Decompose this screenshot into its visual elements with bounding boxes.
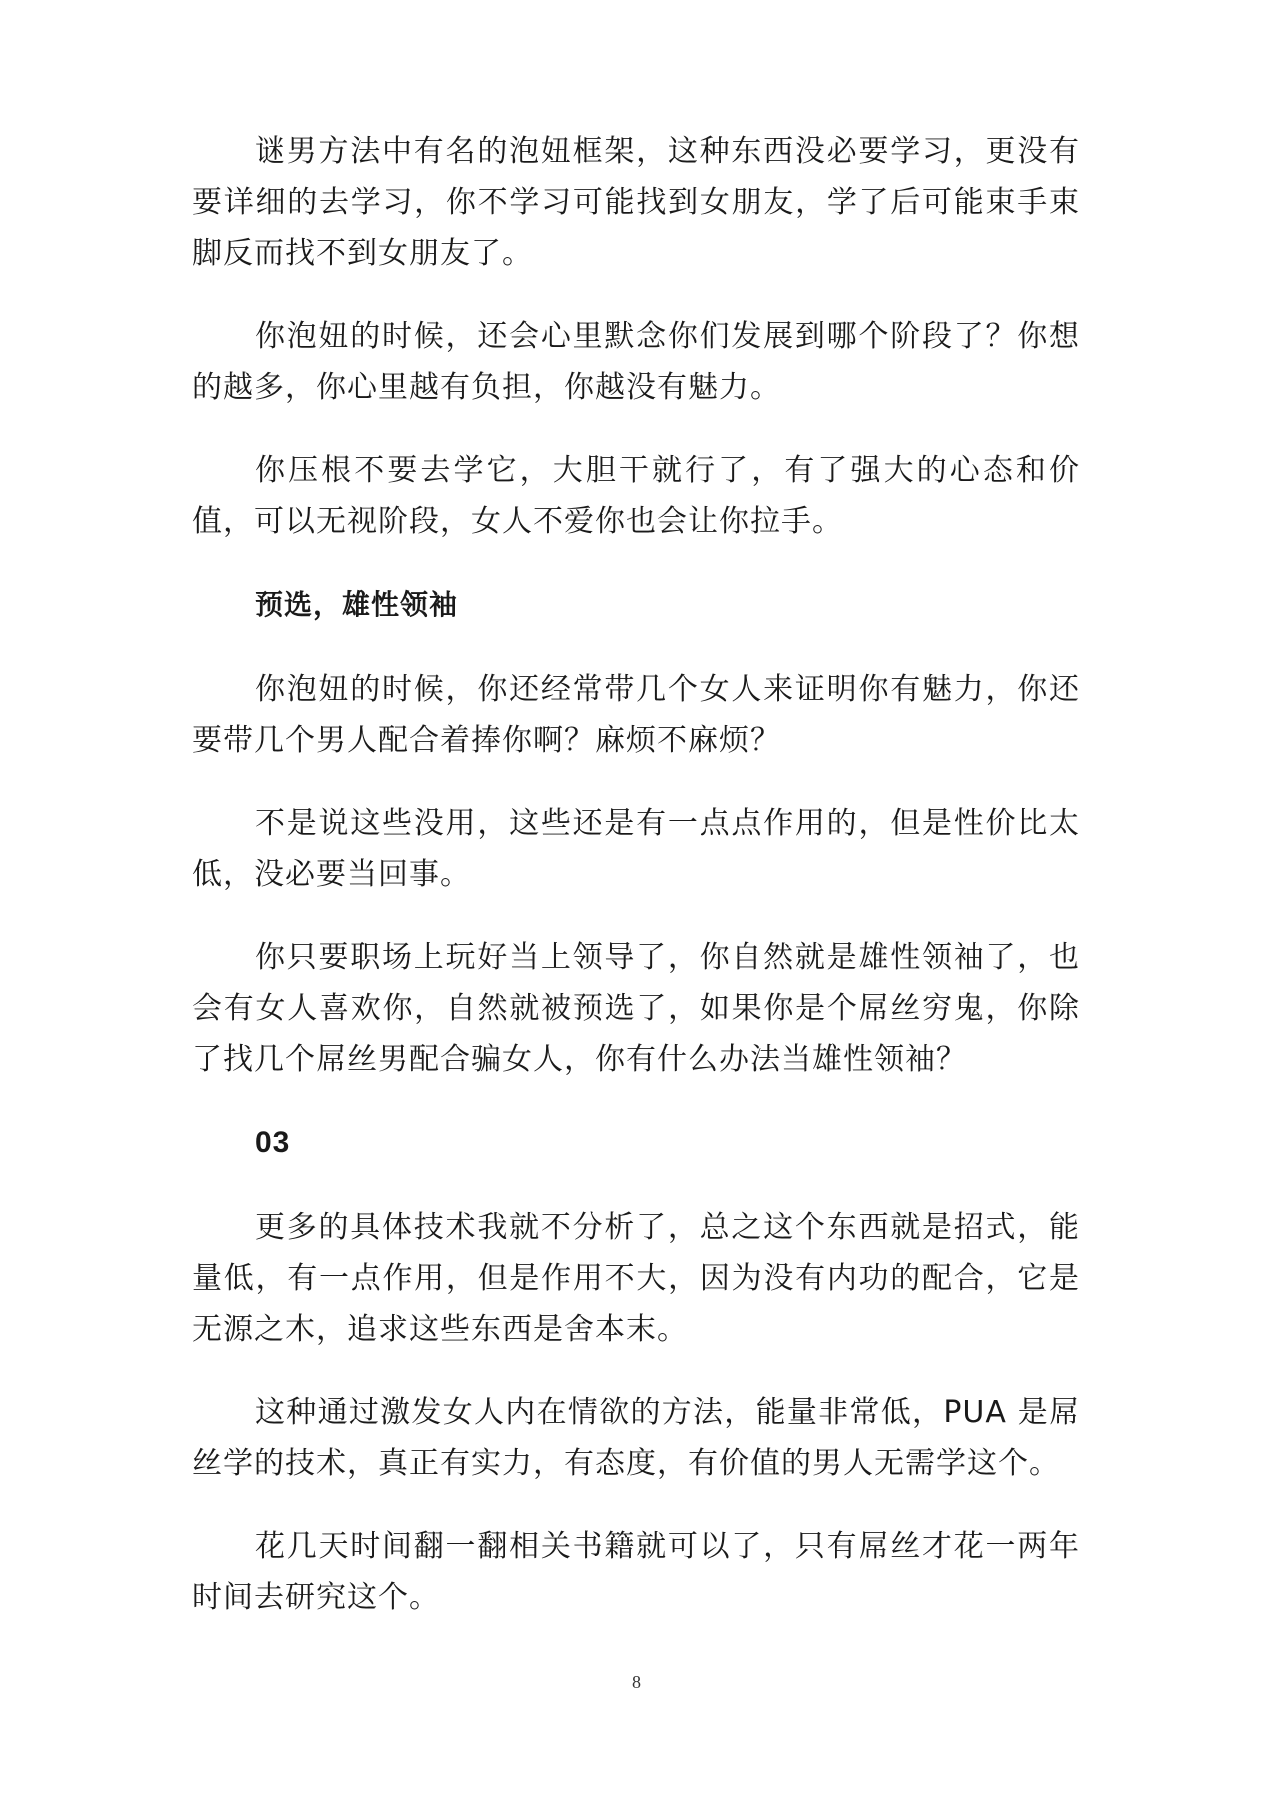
- page-content: [192, 126, 1080, 1655]
- paragraph: 你泡妞的时候，你还经常带几个女人来证明你有魅力，你还要带几个男人配合着捧你啊？麻烦不麻烦？: [192, 672, 1080, 758]
- page-number: 8: [632, 1672, 641, 1692]
- paragraph: 你泡妞的时候，还会心里默念你们发展到哪个阶段了？你想的越多，你心里越有负担，你越没有魅力。: [192, 319, 1080, 405]
- section-number-heading: 03: [255, 1126, 291, 1159]
- paragraph: 不是说这些没用，这些还是有一点点作用的，但是性价比太低，没必要当回事。: [192, 806, 1080, 892]
- paragraph: 你压根不要去学它，大胆干就行了，有了强大的心态和价值，可以无视阶段，女人不爱你也会让你拉手。: [192, 453, 1080, 539]
- paragraph: 谜男方法中有名的泡妞框架，这种东西没必要学习，更没有要详细的去学习，你不学习可能找到女朋友，学了后可能束手束脚反而找不到女朋友了。: [192, 134, 1080, 271]
- paragraph: 这种通过激发女人内在情欲的方法，能量非常低，PUA 是屌丝学的技术，真正有实力，有态度，有价值的男人无需学这个。: [192, 1395, 1080, 1481]
- paragraph: 你只要职场上玩好当上领导了，你自然就是雄性领袖了，也会有女人喜欢你，自然就被预选了，如果你是个屌丝穷鬼，你除了找几个屌丝男配合骗女人，你有什么办法当雄性领袖？: [192, 940, 1080, 1077]
- paragraph: 花几天时间翻一翻相关书籍就可以了，只有屌丝才花一两年时间去研究这个。: [192, 1529, 1080, 1615]
- section-heading: 预选，雄性领袖: [255, 588, 459, 621]
- paragraph: 更多的具体技术我就不分析了，总之这个东西就是招式，能量低，有一点作用，但是作用不大，因为没有内功的配合，它是无源之木，追求这些东西是舍本末。: [192, 1210, 1080, 1347]
